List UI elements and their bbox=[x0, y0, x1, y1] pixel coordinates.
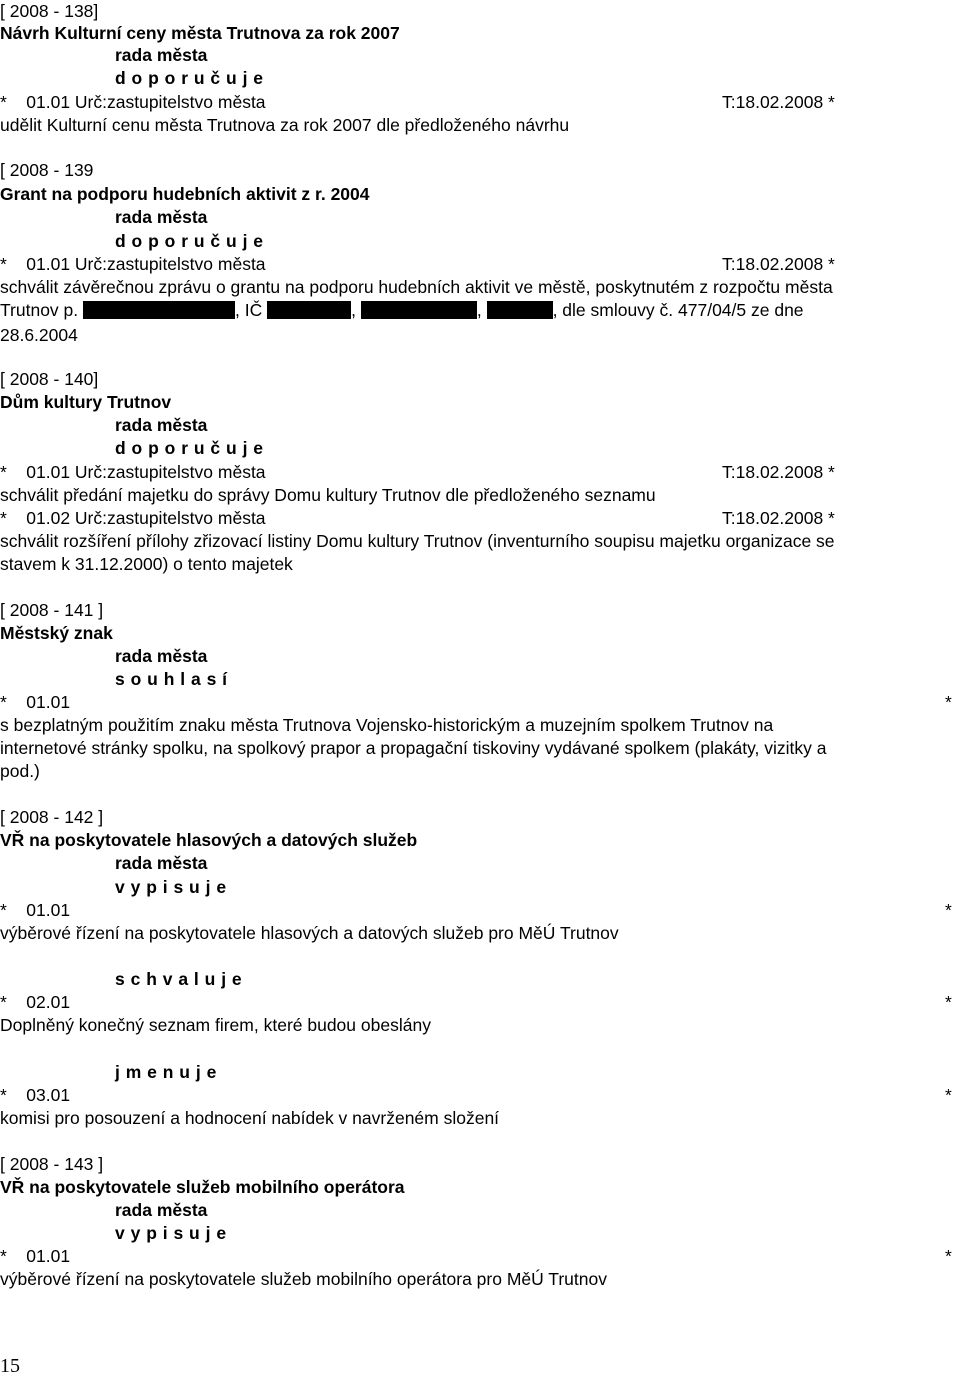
resolution-142-end-star3: * bbox=[945, 1085, 952, 1105]
resolution-142-point2: * 02.01 bbox=[0, 992, 71, 1012]
resolution-139-text-line1: schválit závěrečnou zprávu o grantu na podporu hudebních aktivit ve městě, poskytnutém z rozpočtu města bbox=[0, 277, 833, 297]
resolution-138-body: rada města bbox=[115, 45, 208, 65]
resolution-142-body: rada města bbox=[115, 853, 208, 873]
resolution-140-verb: d o p o r u č u j e bbox=[115, 438, 264, 458]
resolution-141-text-line2: internetové stránky spolku, na spolkový prapor a propagační tiskoviny vydávané spolkem (plakáty, vizitky a bbox=[0, 738, 827, 758]
resolution-143-title: VŘ na poskytovatele služeb mobilního operátora bbox=[0, 1177, 405, 1197]
resolution-138-number: [ 2008 - 138] bbox=[0, 1, 99, 21]
resolution-138-text: udělit Kulturní cenu města Trutnova za rok 2007 dle předloženého návrhu bbox=[0, 115, 570, 135]
resolution-138-point: * 01.01 Urč:zastupitelstvo města bbox=[0, 92, 266, 112]
text-part: , bbox=[476, 300, 487, 320]
resolution-140-term1: T:18.02.2008 * bbox=[722, 462, 835, 482]
resolution-141-text-line3: pod.) bbox=[0, 761, 40, 781]
resolution-142-end-star2: * bbox=[945, 992, 952, 1012]
page-number: 15 bbox=[0, 1355, 20, 1377]
text-part: , bbox=[351, 300, 361, 320]
resolution-141-end-star: * bbox=[945, 692, 952, 712]
resolution-141-point: * 01.01 bbox=[0, 692, 71, 712]
resolution-140-number: [ 2008 - 140] bbox=[0, 369, 99, 389]
resolution-143-end-star: * bbox=[945, 1246, 952, 1266]
resolution-139-title: Grant na podporu hudebních aktivit z r. 2004 bbox=[0, 184, 370, 204]
resolution-140-point1: * 01.01 Urč:zastupitelstvo města bbox=[0, 462, 266, 482]
resolution-140-text2-line1: schválit rozšíření přílohy zřizovací listiny Domu kultury Trutnov (inventurního soupisu majetku organizace se bbox=[0, 531, 835, 551]
resolution-139-term: T:18.02.2008 * bbox=[722, 254, 835, 274]
resolution-138-title: Návrh Kulturní ceny města Trutnova za rok 2007 bbox=[0, 23, 400, 43]
resolution-141-body: rada města bbox=[115, 646, 208, 666]
resolution-141-number: [ 2008 - 141 ] bbox=[0, 600, 104, 620]
resolution-142-verb2: s c h v a l u j e bbox=[115, 969, 243, 989]
redaction-block bbox=[83, 301, 235, 319]
resolution-140-point2: * 01.02 Urč:zastupitelstvo města bbox=[0, 508, 266, 528]
resolution-143-text: výběrové řízení na poskytovatele služeb mobilního operátora pro MěÚ Trutnov bbox=[0, 1269, 607, 1289]
resolution-138-verb: d o p o r u č u j e bbox=[115, 68, 264, 88]
resolution-140-text2-line2: stavem k 31.12.2000) o tento majetek bbox=[0, 554, 293, 574]
text-part: , IČ bbox=[235, 300, 268, 320]
resolution-142-point3: * 03.01 bbox=[0, 1085, 71, 1105]
resolution-139-text-line2 bbox=[0, 299, 804, 321]
text-part: , dle smlouvy č. 477/04/5 ze dne bbox=[552, 300, 804, 320]
resolution-142-text1: výběrové řízení na poskytovatele hlasových a datových služeb pro MěÚ Trutnov bbox=[0, 923, 619, 943]
resolution-138-term: T:18.02.2008 * bbox=[722, 92, 835, 112]
resolution-141-verb: s o u h l a s í bbox=[115, 669, 228, 689]
resolution-142-verb1: v y p i s u j e bbox=[115, 877, 227, 897]
resolution-143-number: [ 2008 - 143 ] bbox=[0, 1154, 104, 1174]
resolution-141-text-line1: s bezplatným použitím znaku města Trutnova Vojensko-historickým a muzejním spolkem Trutnov na bbox=[0, 715, 774, 735]
resolution-142-text3: komisi pro posouzení a hodnocení nabídek v navrženém složení bbox=[0, 1108, 500, 1128]
resolution-143-body: rada města bbox=[115, 1200, 208, 1220]
text-part: Trutnov p. bbox=[0, 300, 83, 320]
resolution-143-point: * 01.01 bbox=[0, 1246, 71, 1266]
redaction-block bbox=[267, 301, 351, 319]
resolution-139-point: * 01.01 Urč:zastupitelstvo města bbox=[0, 254, 266, 274]
redaction-block bbox=[487, 301, 553, 319]
resolution-142-title: VŘ na poskytovatele hlasových a datových služeb bbox=[0, 830, 418, 850]
resolution-142-point1: * 01.01 bbox=[0, 900, 71, 920]
resolution-140-text1: schválit předání majetku do správy Domu kultury Trutnov dle předloženého seznamu bbox=[0, 485, 656, 505]
redaction-block bbox=[361, 301, 477, 319]
resolution-140-body: rada města bbox=[115, 415, 208, 435]
resolution-139-body: rada města bbox=[115, 207, 208, 227]
resolution-142-end-star1: * bbox=[945, 900, 952, 920]
resolution-142-verb3: j m e n u j e bbox=[115, 1062, 217, 1082]
resolution-139-number: [ 2008 - 139 bbox=[0, 160, 94, 180]
resolution-141-title: Městský znak bbox=[0, 623, 113, 643]
resolution-140-title: Dům kultury Trutnov bbox=[0, 392, 172, 412]
resolution-139-text-line3: 28.6.2004 bbox=[0, 325, 78, 345]
resolution-142-text2: Doplněný konečný seznam firem, které budou obeslány bbox=[0, 1015, 431, 1035]
resolution-142-number: [ 2008 - 142 ] bbox=[0, 807, 104, 827]
resolution-139-verb: d o p o r u č u j e bbox=[115, 231, 264, 251]
resolution-140-term2: T:18.02.2008 * bbox=[722, 508, 835, 528]
resolution-143-verb: v y p i s u j e bbox=[115, 1223, 227, 1243]
